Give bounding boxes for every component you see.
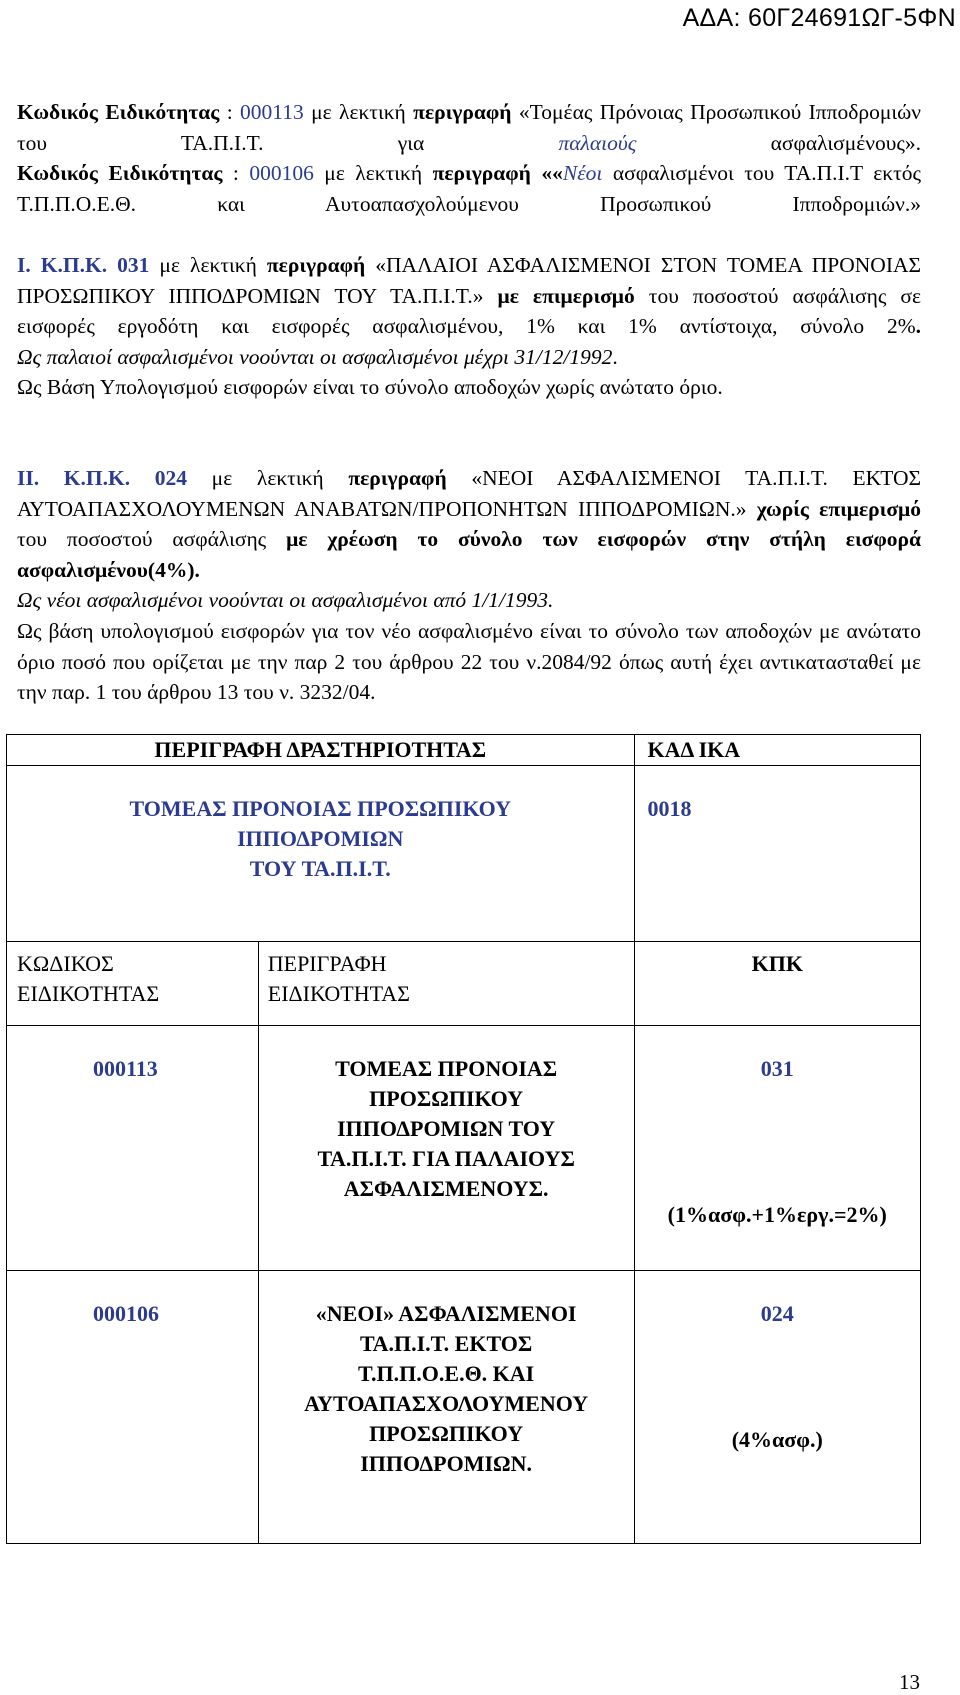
desc-line: ΠΡΟΣΩΠΙΚΟΥ: [369, 1421, 524, 1446]
specialty-label: Κωδικός Ειδικότητας: [17, 161, 223, 186]
section-2-desc: [17, 463, 921, 585]
header-line: ΕΙΔΙΚΟΤΗΤΑΣ: [17, 981, 160, 1006]
separator: :: [222, 161, 250, 186]
row-rate: (1%ασφ.+1%εργ.=2%): [667, 1202, 887, 1227]
columns-row: [7, 942, 921, 1026]
activity-line: ΤΟΜΕΑΣ ΠΡΟΝΟΙΑΣ ΠΡΟΣΩΠΙΚΟΥ: [129, 796, 512, 821]
specialty-code: 000113: [240, 100, 304, 124]
desc-line: ΤΑ.Π.Ι.Τ. ΓΙΑ ΠΑΛΑΙΟΥΣ: [317, 1146, 575, 1171]
description-word: περιγραφή: [266, 253, 366, 277]
italic-note: Ως παλαιοί ασφαλισμένοι νοούνται οι ασφαλισμένοι μέχρι 31/12/1992: [17, 344, 613, 369]
italic-word: παλαιούς: [558, 130, 637, 155]
desc-line: ΙΠΠΟΔΡΟΜΙΩΝ.: [360, 1451, 533, 1476]
italic-note: Ως νέοι ασφαλισμένοι νοούνται οι ασφαλισμένοι από 1/1/1993.: [17, 588, 554, 613]
desc-column-header: [258, 942, 634, 1026]
section-1-note: [17, 342, 921, 373]
split-note: χωρίς επιμερισμό: [756, 496, 921, 521]
section-2-basis: Ως βάση υπολογισμού εισφορών για τον νέο ασφαλισμένο είναι το σύνολο των αποδοχών με ανώτατο όριο ποσό που ορίζεται με την παρ 2 του άρθρου 22 του ν.2084/92 όπως αυτή έχει αντικατασταθεί με την παρ. 1 του άρθρου 13 του ν. 3232/04.: [17, 618, 921, 705]
table-row: [7, 1271, 921, 1544]
description-word: περιγραφή: [348, 466, 447, 490]
text: του ποσοστού ασφάλισης: [17, 527, 287, 552]
header-line: ΠΕΡΙΓΡΑΦΗ: [267, 951, 387, 976]
activity-line: ΤΟΥ ΤΑ.Π.Ι.Τ.: [249, 856, 391, 881]
table-row: [7, 1026, 921, 1271]
text: με λεκτική: [187, 466, 349, 490]
kpk-code: 024: [130, 466, 187, 490]
page-number: 13: [899, 1670, 920, 1694]
code-column-header: [7, 942, 259, 1026]
row-rate: (4%ασφ.): [731, 1427, 823, 1452]
text: .: [612, 344, 618, 369]
row-code: 000113: [7, 1026, 259, 1271]
row-description: [258, 1271, 634, 1544]
quote: ««: [530, 161, 563, 186]
text: «ΠΑΛΑΙΟΙ ΑΣΦΑΛΙΣΜΕΝΟΙ ΣΤΟΝ ΤΟΜΕΑ ΠΡΟΝΟΙΑΣ ΠΡΟΣΩΠΙΚΟΥ ΙΠΠΟΔΡΟΜΙΩΝ ΤΟΥ ΤΑ.Π.Ι.Τ.»: [17, 253, 922, 308]
activity-cell: [7, 766, 635, 942]
desc-line: ΑΥΤΟΑΠΑΣΧΟΛΟΥΜΕΝΟΥ: [304, 1391, 589, 1416]
row-kpk: 031: [760, 1056, 794, 1081]
desc-line: ΤΟΜΕΑΣ ΠΡΟΝΟΙΑΣ: [335, 1056, 558, 1081]
row-kpk-cell: [634, 1271, 920, 1544]
kad-value: 0018: [634, 766, 920, 942]
desc-line: ΤΑ.Π.Ι.Τ. ΕΚΤΟΣ: [360, 1331, 533, 1356]
header-line: ΚΩΔΙΚΟΣ: [17, 951, 114, 976]
charge-note: με χρέωση το σύνολο των εισφορών στην στήλη εισφορά ασφαλισμένου(4%).: [17, 527, 921, 582]
split-note: με επιμερισμό: [497, 283, 635, 308]
section-2-note: [17, 585, 921, 616]
separator: :: [219, 100, 241, 124]
text: ασφαλισμένους».: [636, 130, 922, 155]
row-kpk: 024: [760, 1301, 794, 1326]
activity-row: [7, 766, 921, 942]
text: .: [915, 314, 921, 339]
section-1: [17, 250, 921, 403]
kad-header: ΚΑΔ ΙΚΑ: [634, 735, 920, 766]
desc-line: Τ.Π.Π.Ο.Ε.Θ. ΚΑΙ: [358, 1361, 535, 1386]
text: «Τομέας Πρόνοιας Προσωπικού Ιπποδρομιών του ΤΑ.Π.Ι.Τ. για: [17, 100, 922, 155]
text: ασφαλισμένοι του ΤΑ.Π.Ι.Τ εκτός Τ.Π.Π.Ο.Ε.Θ. και Αυτοαπασχολούμενου Προσωπικού Ιπποδρομιών.»: [17, 161, 922, 216]
table-header-row: [7, 735, 921, 766]
intro-block: [17, 97, 921, 219]
text: με λεκτική: [149, 253, 267, 277]
text: με λεκτική: [313, 161, 433, 186]
desc-line: «ΝΕΟΙ» ΑΣΦΑΛΙΣΜΕΝΟΙ: [315, 1301, 577, 1326]
kpk-label: ΙΙ. Κ.Π.Κ.: [17, 466, 131, 490]
desc-line: ΙΠΠΟΔΡΟΜΙΩΝ ΤΟΥ: [337, 1116, 556, 1141]
specialty-label: Κωδικός Ειδικότητας: [17, 100, 220, 124]
specialty-code: 000106: [249, 161, 314, 186]
italic-word: Νέοι: [562, 161, 603, 186]
activity-header: ΠΕΡΙΓΡΑΦΗ ΔΡΑΣΤΗΡΙΟΤΗΤΑΣ: [7, 735, 635, 766]
intro-line-1: [17, 97, 921, 158]
activity-line: ΙΠΠΟΔΡΟΜΙΩΝ: [237, 826, 404, 851]
row-description: [258, 1026, 634, 1271]
text: «ΝΕΟΙ ΑΣΦΑΛΙΣΜΕΝΟΙ ΤΑ.Π.Ι.Τ. ΕΚΤΟΣ ΑΥΤΟΑΠΑΣΧΟΛΟΥΜΕΝΩΝ ΑΝΑΒΑΤΩΝ/ΠΡΟΠΟΝΗΤΩΝ ΙΠΠΟΔΡΟΜΙΩΝ.»: [17, 466, 922, 521]
activity-table: [6, 734, 921, 1544]
kpk-column-header: ΚΠΚ: [634, 942, 920, 1026]
desc-line: ΑΣΦΑΛΙΣΜΕΝΟΥΣ.: [343, 1176, 549, 1201]
description-word: περιγραφή: [413, 100, 512, 124]
text: με λεκτική: [303, 100, 414, 124]
row-code: 000106: [7, 1271, 259, 1544]
intro-line-2: [17, 158, 921, 219]
text: του ποσοστού ασφάλισης σε εισφορές εργοδότη και εισφορές ασφαλισμένου, 1% και 1% αντίστοιχα, σύνολο 2%: [17, 283, 922, 339]
description-word: περιγραφή: [432, 161, 531, 186]
header-line: ΕΙΔΙΚΟΤΗΤΑΣ: [267, 981, 410, 1006]
section-1-basis: Ως Βάση Υπολογισμού εισφορών είναι το σύνολο αποδοχών χωρίς ανώτατο όριο.: [17, 375, 723, 400]
row-kpk-cell: [634, 1026, 920, 1271]
kpk-code: 031: [107, 253, 150, 277]
kpk-label: Ι. Κ.Π.Κ.: [17, 253, 108, 277]
section-1-desc: [17, 250, 921, 342]
ada-code: ΑΔΑ: 60Γ24691ΩΓ-5ΦΝ: [682, 4, 956, 32]
desc-line: ΠΡΟΣΩΠΙΚΟΥ: [369, 1086, 524, 1111]
section-2: [17, 463, 921, 708]
